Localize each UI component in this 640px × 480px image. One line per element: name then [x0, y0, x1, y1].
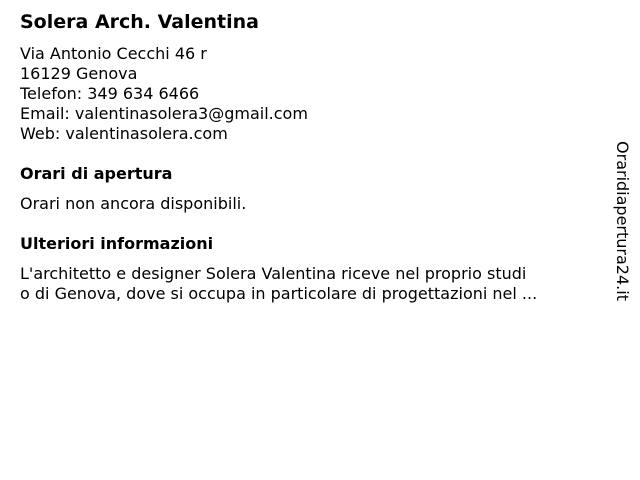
spacer — [20, 214, 600, 234]
spacer — [20, 144, 600, 164]
opening-hours-section — [20, 164, 600, 214]
email-address[interactable]: Email: valentinasolera3@gmail.com — [20, 104, 308, 123]
more-info-heading: Ulteriori informazioni — [20, 234, 214, 253]
more-info-text — [20, 264, 600, 304]
more-info-line: o di Genova, dove si occupa in particolare di progettazioni nel ... — [20, 284, 538, 303]
city-address: 16129 Genova — [20, 64, 138, 83]
website-link[interactable]: Web: valentinasolera.com — [20, 124, 228, 143]
phone-number[interactable]: Telefon: 349 634 6466 — [20, 84, 200, 103]
more-info-section — [20, 234, 600, 304]
street-address: Via Antonio Cecchi 46 r — [20, 44, 207, 63]
opening-hours-text: Orari non ancora disponibili. — [20, 194, 247, 213]
site-name: Oraridiapertura24.it — [613, 141, 632, 301]
more-info-line: L'architetto e designer Solera Valentina riceve nel proprio studi — [20, 264, 527, 283]
business-card — [20, 10, 600, 304]
address-block — [20, 44, 600, 144]
site-watermark — [612, 134, 632, 308]
business-name: Solera Arch. Valentina — [20, 11, 259, 33]
opening-hours-heading: Orari di apertura — [20, 164, 173, 183]
